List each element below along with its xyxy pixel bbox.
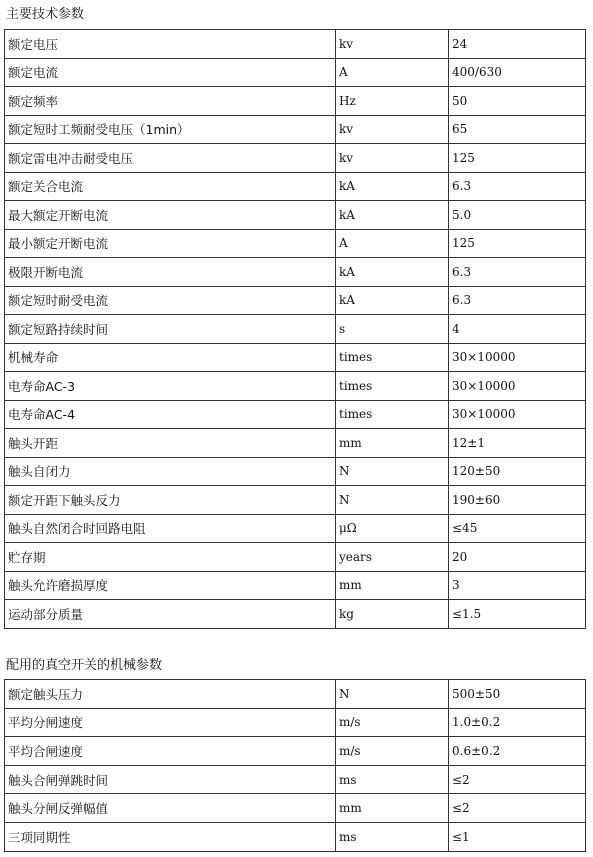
table-row [5,87,586,116]
param-name-cell: 额定短时工频耐受电压（1min） [5,115,336,144]
param-name-cell: 三项同期性 [5,822,336,851]
param-value-cell: 24 [449,30,586,59]
param-value-cell: 4 [449,315,586,344]
param-name-cell: 触头合闸弹跳时间 [5,765,336,794]
param-unit-cell: ms [336,822,449,851]
param-unit-cell: A [336,229,449,258]
table-row [5,486,586,515]
param-name-cell: 额定雷电冲击耐受电压 [5,144,336,173]
param-name-cell: 电寿命AC-3 [5,372,336,401]
param-unit-cell: μΩ [336,514,449,543]
param-value-cell: 120±50 [449,457,586,486]
param-unit-cell: kv [336,144,449,173]
table-row [5,737,586,766]
param-value-cell: 20 [449,543,586,572]
param-unit-cell: Hz [336,87,449,116]
param-unit-cell: m/s [336,708,449,737]
param-name-cell: 额定开距下触头反力 [5,486,336,515]
table-row [5,457,586,486]
table-row [5,794,586,823]
param-value-cell: ≤45 [449,514,586,543]
param-unit-cell: times [336,372,449,401]
param-name-cell: 触头开距 [5,429,336,458]
param-value-cell: 6.3 [449,258,586,287]
param-name-cell: 额定电流 [5,58,336,87]
param-name-cell: 触头自闭力 [5,457,336,486]
section-title-main-params: 主要技术参数 [6,7,85,22]
param-unit-cell: times [336,343,449,372]
param-value-cell: ≤1.5 [449,600,586,629]
table-row [5,172,586,201]
table-row [5,343,586,372]
param-name-cell: 最大额定开断电流 [5,201,336,230]
table-row [5,571,586,600]
param-name-cell: 机械寿命 [5,343,336,372]
param-name-cell: 额定频率 [5,87,336,116]
param-name-cell: 额定关合电流 [5,172,336,201]
param-value-cell: 50 [449,87,586,116]
param-unit-cell: kv [336,30,449,59]
param-unit-cell: times [336,400,449,429]
param-value-cell: 0.6±0.2 [449,737,586,766]
table-row [5,144,586,173]
param-value-cell: 30×10000 [449,400,586,429]
main-params-table-body [5,30,586,629]
param-value-cell: 30×10000 [449,372,586,401]
table-row [5,58,586,87]
param-unit-cell: A [336,58,449,87]
param-name-cell: 电寿命AC-4 [5,400,336,429]
table-row [5,514,586,543]
param-name-cell: 平均分闸速度 [5,708,336,737]
param-value-cell: 65 [449,115,586,144]
table-row [5,229,586,258]
param-name-cell: 额定短时耐受电流 [5,286,336,315]
param-unit-cell: N [336,680,449,709]
table-row [5,258,586,287]
param-unit-cell: m/s [336,737,449,766]
param-value-cell: 190±60 [449,486,586,515]
param-value-cell: ≤2 [449,794,586,823]
param-value-cell: 125 [449,229,586,258]
mechanical-params-table [4,679,586,852]
param-unit-cell: mm [336,571,449,600]
param-unit-cell: kA [336,201,449,230]
table-row [5,680,586,709]
param-value-cell: 3 [449,571,586,600]
param-name-cell: 触头自然闭合时回路电阻 [5,514,336,543]
param-unit-cell: ms [336,765,449,794]
param-value-cell: 5.0 [449,201,586,230]
table-row [5,115,586,144]
param-name-cell: 运动部分质量 [5,600,336,629]
param-name-cell: 平均合闸速度 [5,737,336,766]
table-row [5,400,586,429]
param-unit-cell: kA [336,172,449,201]
table-row [5,201,586,230]
table-row [5,286,586,315]
param-name-cell: 贮存期 [5,543,336,572]
table-row [5,429,586,458]
param-name-cell: 额定短路持续时间 [5,315,336,344]
param-unit-cell: N [336,486,449,515]
param-unit-cell: years [336,543,449,572]
param-unit-cell: kA [336,286,449,315]
param-unit-cell: kv [336,115,449,144]
main-params-table [4,29,586,629]
param-value-cell: 125 [449,144,586,173]
table-row [5,822,586,851]
param-name-cell: 额定触头压力 [5,680,336,709]
table-row [5,315,586,344]
table-row [5,543,586,572]
param-value-cell: 1.0±0.2 [449,708,586,737]
param-name-cell: 最小额定开断电流 [5,229,336,258]
table-row [5,765,586,794]
param-value-cell: 6.3 [449,172,586,201]
param-unit-cell: mm [336,794,449,823]
param-value-cell: 6.3 [449,286,586,315]
param-value-cell: 400/630 [449,58,586,87]
section-title-mechanical-params: 配用的真空开关的机械参数 [6,658,163,673]
param-value-cell: ≤2 [449,765,586,794]
mechanical-params-table-body [5,680,586,852]
param-name-cell: 触头分闸反弹幅值 [5,794,336,823]
param-unit-cell: s [336,315,449,344]
param-name-cell: 触头允许磨损厚度 [5,571,336,600]
param-value-cell: 12±1 [449,429,586,458]
param-value-cell: 30×10000 [449,343,586,372]
table-row [5,708,586,737]
param-value-cell: ≤1 [449,822,586,851]
param-name-cell: 极限开断电流 [5,258,336,287]
param-unit-cell: kg [336,600,449,629]
param-unit-cell: mm [336,429,449,458]
table-row [5,372,586,401]
param-value-cell: 500±50 [449,680,586,709]
param-unit-cell: N [336,457,449,486]
table-row [5,30,586,59]
param-unit-cell: kA [336,258,449,287]
param-name-cell: 额定电压 [5,30,336,59]
table-row [5,600,586,629]
